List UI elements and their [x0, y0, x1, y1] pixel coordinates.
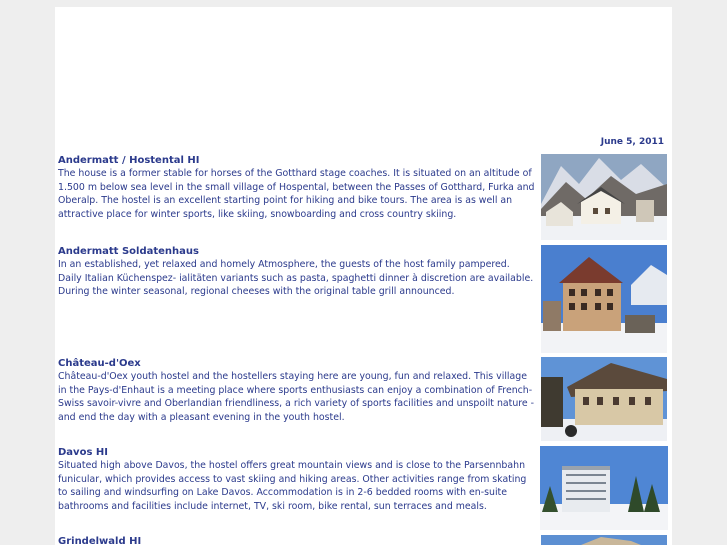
hostel-title[interactable]: Andermatt Soldatenhaus — [58, 246, 199, 257]
hostel-photo-grindelwald[interactable] — [541, 535, 667, 545]
hostel-photo-davos[interactable] — [540, 446, 668, 530]
hostel-description: Situated high above Davos, the hostel offers great mountain views and is close to the Parsennbahn funicular, which provides access to vast skiing and hiking areas. Other activities range from skating to sailing and windsurfing on Lake Davos. Accommodation is in 2-6 bedded rooms with en-suite bathrooms and facilities include internet, TV, ski room, bike rental, sun terraces and meals. — [58, 460, 527, 512]
hostel-photo-andermatt-soldatenhaus[interactable] — [541, 245, 667, 353]
hostel-description: In an established, yet relaxed and homely Atmosphere, the guests of the host family pampered. Daily Italian Küchenspez- ialitäten variants such as pasta, spaghetti dinner à discretion are available. During the winter seasonal, regional cheeses with the original table grill announced. — [58, 259, 534, 298]
hostel-entry-andermatt-hostental — [58, 154, 536, 221]
page-content — [55, 7, 672, 545]
hostel-title[interactable]: Andermatt / Hostental HI — [58, 155, 200, 166]
hostel-photo-andermatt-hostental[interactable] — [541, 154, 667, 240]
hostel-entry-andermatt-soldatenhaus — [58, 245, 536, 299]
hostel-entry-davos — [58, 446, 536, 513]
hostel-entry-grindelwald — [58, 535, 536, 545]
hostel-title[interactable]: Grindelwald HI — [58, 536, 142, 545]
hostel-description: Château-d'Oex youth hostel and the hostellers staying here are young, fun and relaxed. This village in the Pays-d'Enhaut is a meeting place where sports enthusiasts can enjoy a combination of French-Swiss savoir-vivre and Oberlandian friendliness, a rich variety of sports facilities and unspoilt nature - and end the day with a pleasant evening in the youth hostel. — [58, 371, 535, 423]
page-date: June 5, 2011 — [600, 137, 664, 147]
hostel-photo-chateau-doex[interactable] — [541, 357, 667, 441]
hostel-title[interactable]: Davos HI — [58, 447, 108, 458]
hostel-title[interactable]: Château-d'Oex — [58, 358, 141, 369]
hostel-description: The house is a former stable for horses of the Gotthard stage coaches. It is situated on an altitude of 1.500 m below sea level in the small village of Hospental, between the Passes of Gotthard, Furka and Oberalp. The hostel is an excellent starting point for hiking and bike tours. The area is as well an attractive place for winter sports, like skiing, snowboarding and cross country skiing. — [58, 168, 535, 220]
hostel-entry-chateau-doex — [58, 357, 536, 424]
